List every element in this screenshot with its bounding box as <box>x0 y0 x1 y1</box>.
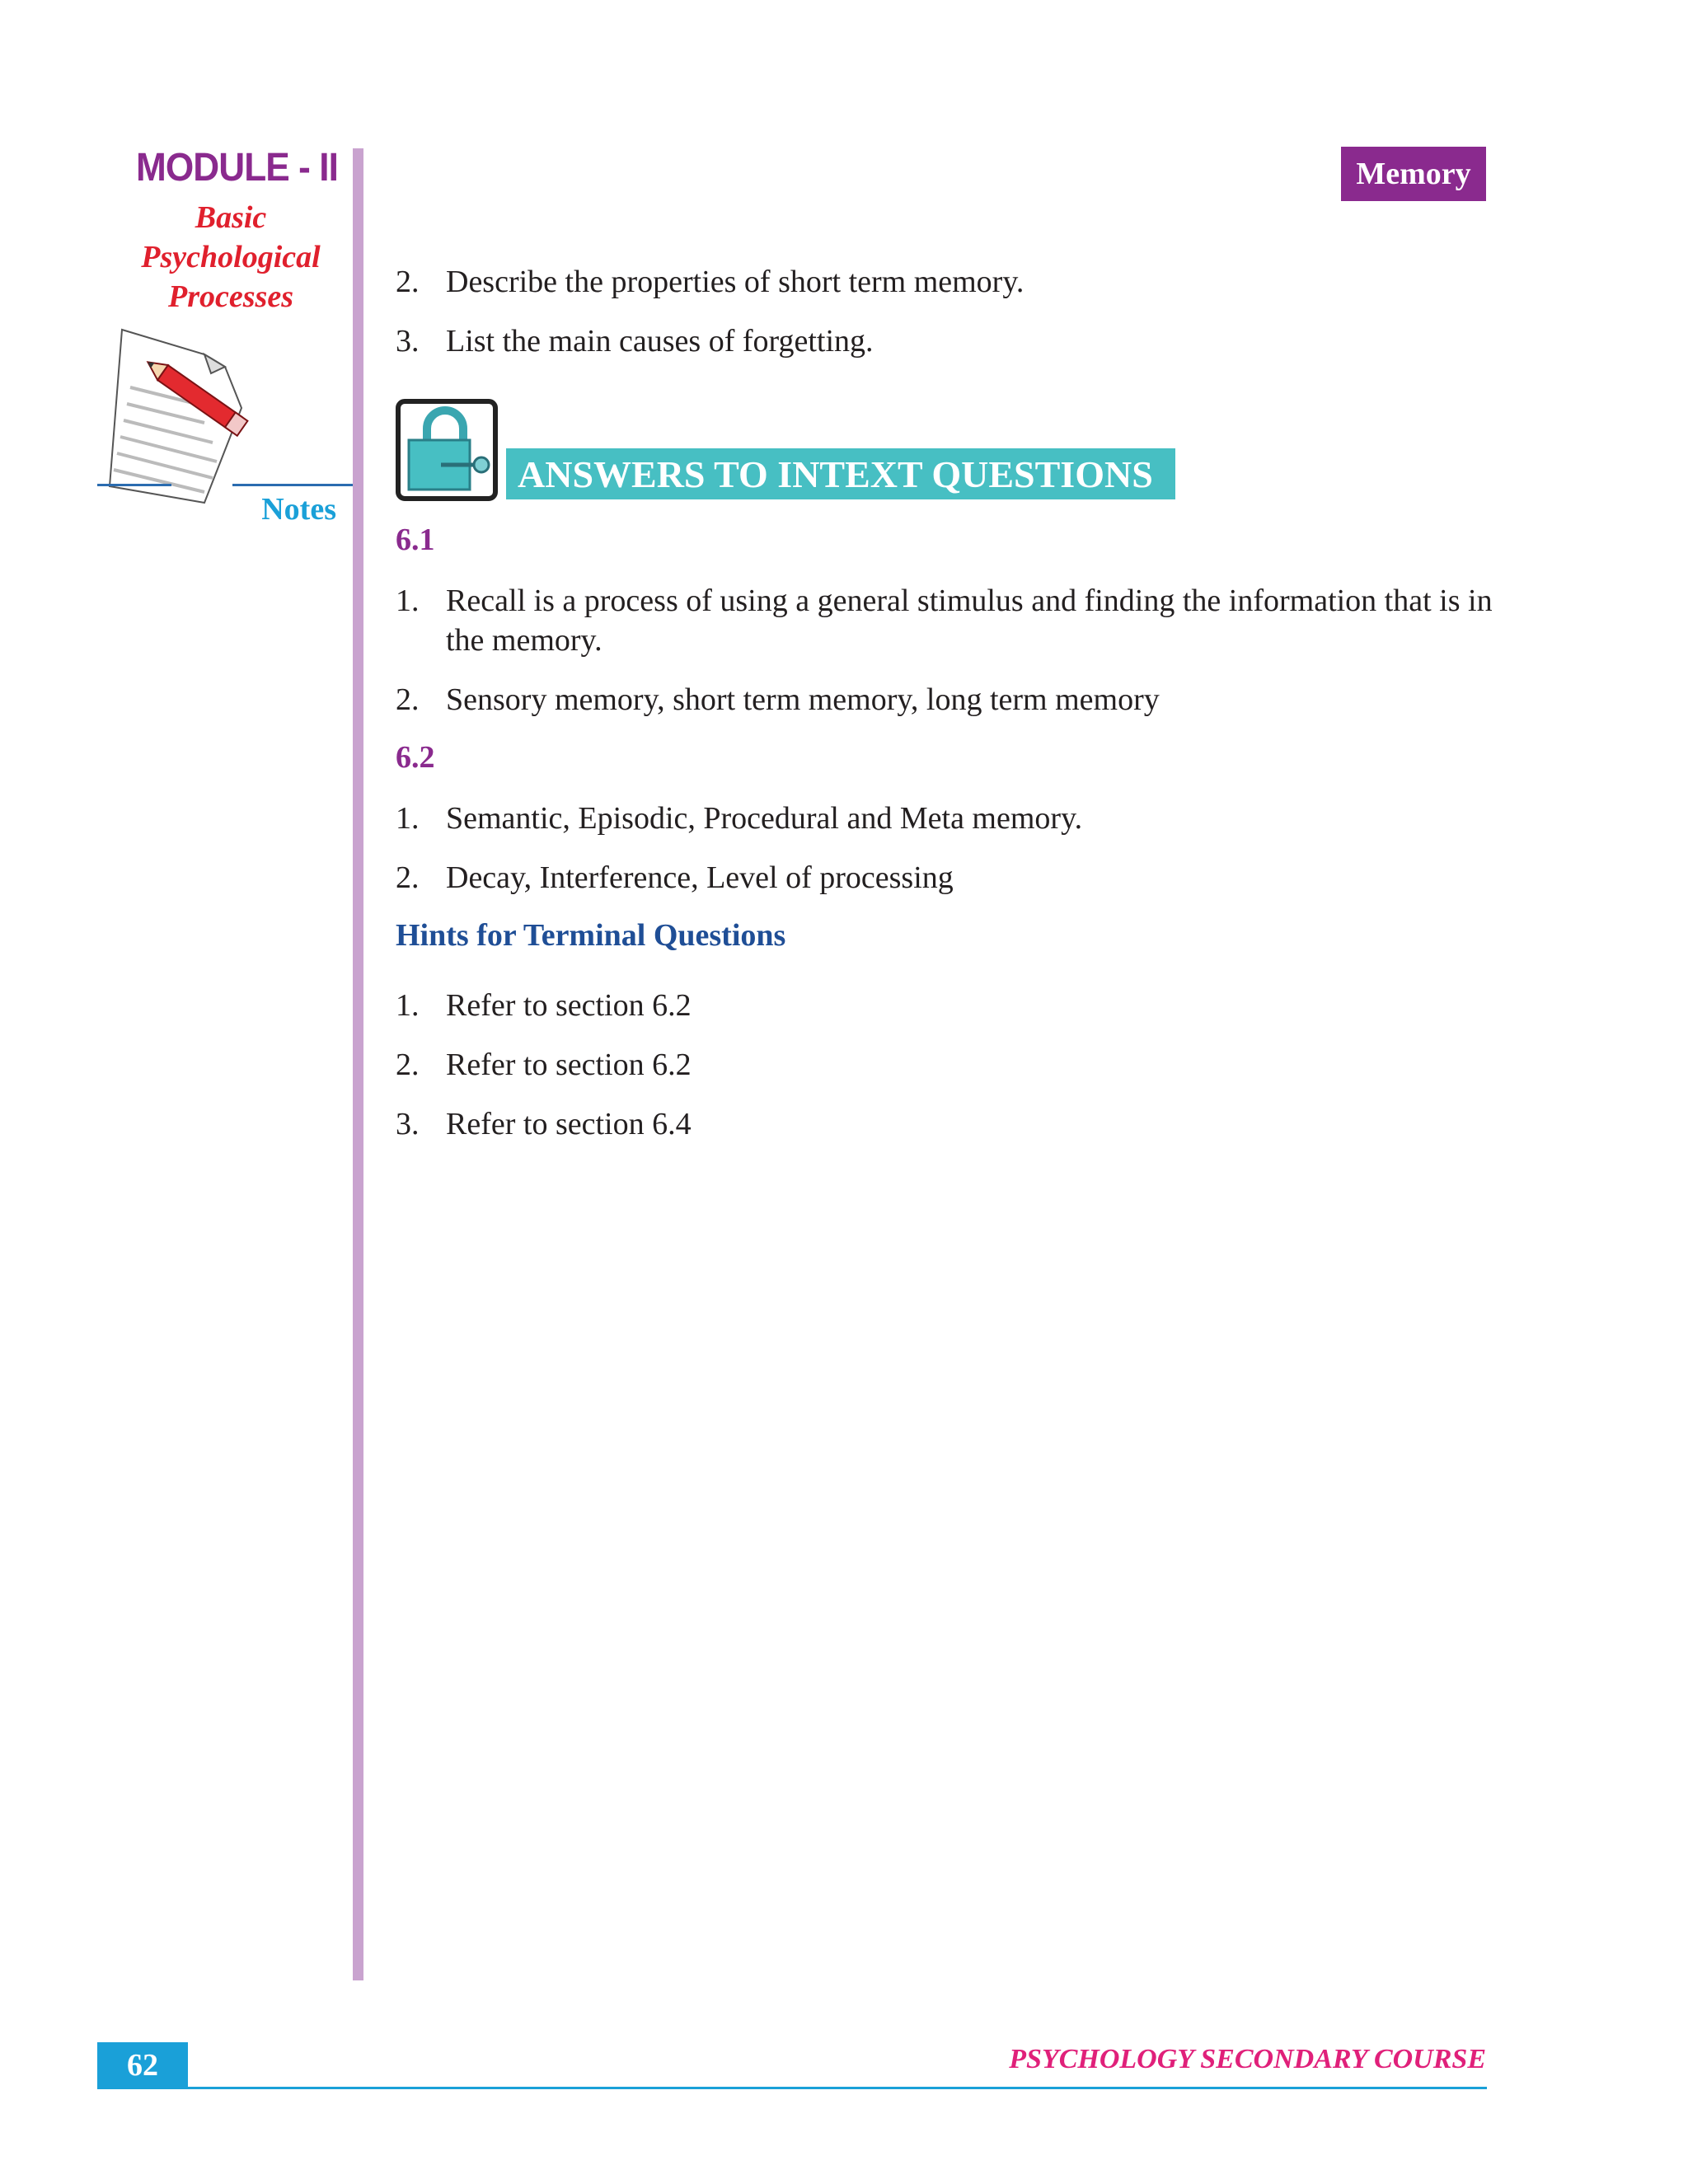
module-title: MODULE - II <box>135 146 338 190</box>
item-text: Recall is a process of using a general stimulus and finding the information that is in the memory. <box>446 583 1493 658</box>
item-text: Refer to section 6.2 <box>446 988 692 1023</box>
item-number: 1. <box>396 583 420 618</box>
lock-key-icon <box>396 399 498 501</box>
notes-divider-right <box>232 484 353 486</box>
notes-divider-left <box>97 484 171 486</box>
module-subtitle <box>99 198 363 316</box>
item-number: 2. <box>396 860 420 895</box>
item-text: Describe the properties of short term memory. <box>446 265 1025 299</box>
page-number: 62 <box>97 2042 188 2088</box>
margin-bar <box>353 148 363 1980</box>
module-subtitle-line: Psychological <box>141 240 321 274</box>
item-number: 2. <box>396 1047 420 1082</box>
item-text: Sensory memory, short term memory, long term memory <box>446 682 1160 717</box>
item-text: Semantic, Episodic, Procedural and Meta memory. <box>446 801 1083 836</box>
chapter-tag: Memory <box>1341 147 1486 201</box>
item-text: Decay, Interference, Level of processing <box>446 860 954 895</box>
item-text: Refer to section 6.4 <box>446 1107 692 1141</box>
notes-pencil-icon <box>97 326 262 515</box>
section-heading: 6.1 <box>396 523 435 557</box>
notes-label: Notes <box>261 492 336 527</box>
answers-banner: ANSWERS TO INTEXT QUESTIONS <box>506 448 1175 499</box>
hints-heading: Hints for Terminal Questions <box>396 918 786 953</box>
module-subtitle-line: Processes <box>168 279 293 314</box>
item-number: 1. <box>396 801 420 836</box>
item-text: Refer to section 6.2 <box>446 1047 692 1082</box>
item-text: List the main causes of forgetting. <box>446 324 874 359</box>
item-number: 2. <box>396 682 420 717</box>
item-number: 3. <box>396 1107 420 1141</box>
course-title: PSYCHOLOGY SECONDARY COURSE <box>1009 2044 1486 2074</box>
item-number: 3. <box>396 324 420 359</box>
footer-divider <box>97 2087 1487 2089</box>
item-number: 1. <box>396 988 420 1023</box>
item-number: 2. <box>396 265 420 299</box>
section-heading: 6.2 <box>396 740 435 775</box>
module-subtitle-line: Basic <box>195 200 267 235</box>
